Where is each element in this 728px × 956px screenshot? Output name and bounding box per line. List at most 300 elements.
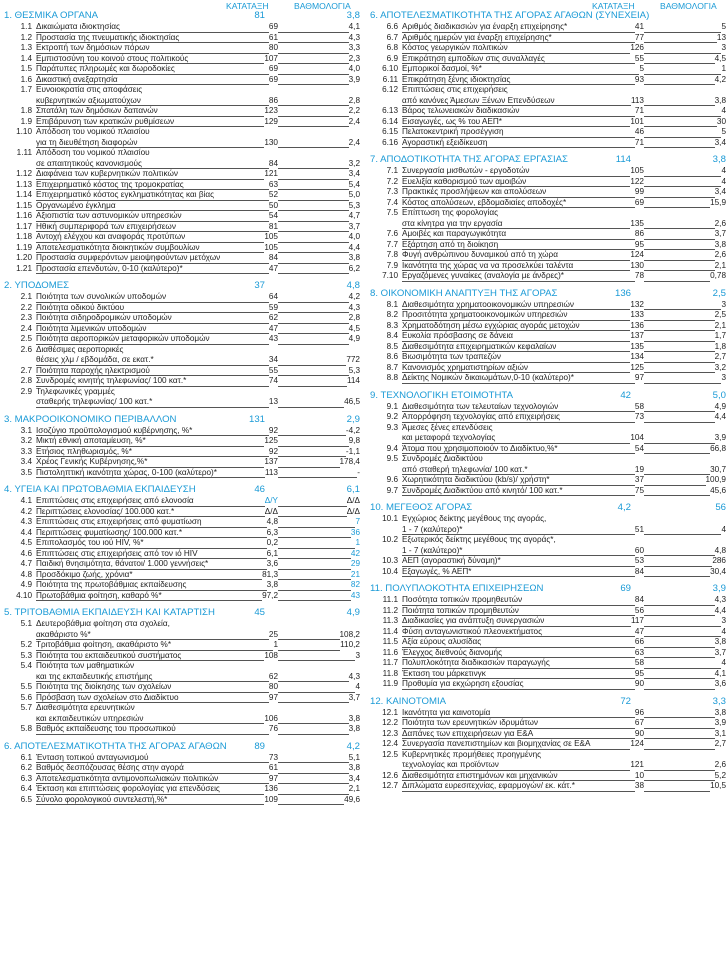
indicator-score: 36 <box>350 527 360 537</box>
indicator-row <box>370 117 726 128</box>
indicator-number: 12.7 <box>382 781 398 790</box>
indicator-number: 6.6 <box>386 22 398 31</box>
indicator-row <box>4 253 360 264</box>
indicator-score: 4 <box>355 682 360 691</box>
indicator-rank: 71 <box>634 106 644 115</box>
score-header: ΒΑΘΜΟΛΟΓΙΑ <box>294 1 351 11</box>
indicator-number: 2.8 <box>20 376 32 385</box>
section-title: 9. ΤΕΧΝΟΛΟΓΙΚΗ ΕΤΟΙΜΟΤΗΤΑ <box>370 389 513 401</box>
indicator-row <box>4 784 360 795</box>
indicator-label: Ποσότητα τοπικών προμηθευτών <box>402 595 523 604</box>
indicator-row <box>370 138 726 149</box>
section-title: 1. ΘΕΣΜΙΚΑ ΟΡΓΑΝΑ <box>4 10 99 21</box>
indicator-number: 2.2 <box>20 302 32 312</box>
indicator-number: 7.5 <box>386 208 398 217</box>
indicator-score: 9,8 <box>348 436 360 445</box>
indicator-rank: 95 <box>634 239 644 249</box>
indicator-label: στα κίνητρα για την εργασία <box>402 218 503 228</box>
indicator-row <box>4 85 360 96</box>
indicator-score: 43 <box>350 590 360 600</box>
indicator-score: 3,4 <box>348 169 360 178</box>
indicator-label: Άμεσες ξένες επενδύσεις <box>402 422 493 432</box>
indicator-number: 2.3 <box>20 313 32 322</box>
indicator-row <box>370 331 726 342</box>
indicator-label: Ικανότητα για καινοτομία <box>402 707 491 717</box>
indicator-label: Σπατάλη των δημόσιων δαπανών <box>36 106 158 115</box>
indicator-number: 2.5 <box>20 334 32 343</box>
indicator-row <box>370 433 726 444</box>
indicator-rank: 107 <box>264 53 278 63</box>
indicator-label: Δικαστική ανεξαρτησία <box>36 74 118 84</box>
indicator-row <box>370 96 726 107</box>
indicator-label: Ποιότητα της πρωτοβάθμιας εκπαίδευσης <box>36 580 187 589</box>
indicator-row <box>370 198 726 209</box>
indicator-score: 2,2 <box>348 106 360 115</box>
indicator-row <box>370 669 726 680</box>
indicator-label: Επιχειρηματικό κόστος εγκληματικότητας και βίας <box>36 190 215 199</box>
section-title: 7. ΑΠΟΔΟΤΙΚΟΤΗΤΑ ΤΗΣ ΑΓΟΡΑΣ ΕΡΓΑΣΙΑΣ <box>370 154 568 165</box>
indicator-label: Συνδρομές Διαδικτύου <box>402 454 483 463</box>
indicator-label: Εγχώριος δείκτης μεγέθους της αγοράς, <box>402 514 547 523</box>
indicator-row <box>4 169 360 180</box>
indicator-row <box>4 138 360 149</box>
indicator-score: 286 <box>712 556 726 565</box>
indicator-label: Αριθμός ημερών για έναρξη επιχείρησης* <box>402 32 552 42</box>
indicator-rank: 63 <box>634 647 644 657</box>
indicator-label: Ποιότητα της διοίκησης των σχολείων <box>36 682 172 691</box>
indicator-row <box>4 703 360 714</box>
section-score: 4,2 <box>346 740 360 752</box>
indicator-row <box>370 718 726 729</box>
indicator-number: 3.4 <box>20 457 32 466</box>
indicator-score: 2,6 <box>714 760 726 769</box>
indicator-number: 12.5 <box>382 749 398 759</box>
indicator-number: 6.9 <box>386 53 398 63</box>
indicator-label: Άτομα που χρησιμοποιούν το Διαδίκτυο,%* <box>402 443 558 453</box>
indicator-rank: 6,1 <box>266 548 278 558</box>
indicator-number: 11.8 <box>382 668 398 678</box>
indicator-label: Βάρος τελωνειακών διαδικασιών <box>402 106 520 115</box>
indicator-row <box>370 556 726 567</box>
indicator-score: 5,3 <box>348 365 360 375</box>
indicator-score: 5,2 <box>714 770 726 780</box>
indicator-row <box>4 640 360 651</box>
indicator-number: 1.1 <box>20 22 32 31</box>
indicator-number: 5.2 <box>20 640 32 649</box>
indicator-row <box>370 525 726 536</box>
indicator-score: 4,0 <box>348 232 360 241</box>
indicator-score: 3,8 <box>714 637 726 646</box>
indicator-score: 4,5 <box>348 323 360 333</box>
indicator-number: 6.4 <box>20 784 32 793</box>
indicator-row <box>4 33 360 44</box>
indicator-row <box>370 423 726 434</box>
indicator-score: 4 <box>721 626 726 636</box>
indicator-rank: 59 <box>268 302 278 312</box>
indicator-number: 6.12 <box>382 85 398 94</box>
indicator-score: 2,1 <box>714 260 726 270</box>
section-header <box>370 390 726 402</box>
indicator-label: Αμοιβές και παραγωγικότητα <box>402 229 507 238</box>
section-rank: 72 <box>620 695 631 707</box>
indicator-row <box>4 96 360 107</box>
indicator-label: Επίπτωση της φορολογίας <box>402 208 499 217</box>
indicator-row <box>370 177 726 188</box>
indicator-rank: 50 <box>268 200 278 210</box>
indicator-rank: 129 <box>264 116 278 126</box>
indicator-rank: 84 <box>634 595 644 604</box>
indicator-label: Συνδρομές κινητής τηλεφωνίας/ 100 κατ.* <box>36 376 187 385</box>
section-score: 4,9 <box>346 607 360 618</box>
indicator-score: 10,5 <box>710 781 726 790</box>
indicator-score: 4,4 <box>348 242 360 252</box>
indicator-score: -1,1 <box>345 446 360 456</box>
indicator-row <box>370 187 726 198</box>
indicator-rank: 58 <box>634 658 644 667</box>
indicator-label: Αξιοπιστία των αστυνομικών υπηρεσιών <box>36 211 182 220</box>
indicator-number: 6.7 <box>386 32 398 42</box>
indicator-rank: 97 <box>268 773 278 783</box>
indicator-rank: 81 <box>268 221 278 231</box>
indicator-label: κυβερνητικών αξιωματούχων <box>36 95 141 105</box>
indicator-row <box>4 292 360 303</box>
section-rank: 69 <box>620 583 631 594</box>
rank-header: ΚΑΤΑΤΑΞΗ <box>226 1 269 11</box>
indicator-score: 3,9 <box>348 74 360 84</box>
indicator-rank: 133 <box>630 310 644 319</box>
indicator-number: 1.10 <box>16 127 32 136</box>
section-rank: 37 <box>254 280 265 291</box>
indicator-label: Επικράτηση εμποδίων στις συναλλαγές <box>402 53 545 63</box>
indicator-label: Ποιότητα παροχής ηλεκτρισμού <box>36 365 150 375</box>
indicator-row <box>4 345 360 356</box>
indicator-number: 6.15 <box>382 127 398 136</box>
indicator-number: 4.2 <box>20 506 32 516</box>
indicator-row <box>370 64 726 75</box>
indicator-number: 1.13 <box>16 179 32 189</box>
indicator-row <box>4 376 360 387</box>
indicator-score: 66,8 <box>710 443 726 453</box>
indicator-rank: 13 <box>268 397 278 406</box>
indicator-label: Ποιότητα τοπικών προμηθευτών <box>402 605 519 615</box>
indicator-number: 9.3 <box>386 422 398 432</box>
indicator-row <box>370 760 726 771</box>
column-header <box>370 0 726 10</box>
indicator-rank: 74 <box>268 376 278 385</box>
indicator-rank: 113 <box>264 467 278 477</box>
indicator-rank: 132 <box>630 299 644 309</box>
indicator-label: Μικτή εθνική αποταμίευση, %* <box>36 436 146 445</box>
indicator-rank: 19 <box>634 464 644 474</box>
indicator-rank: 51 <box>634 524 644 534</box>
indicator-score: 4,3 <box>348 32 360 42</box>
indicator-label: Κόστος απολύσεων, εβδομαδιαίες αποδοχές* <box>402 197 567 207</box>
indicator-row <box>4 672 360 683</box>
indicator-number: 6.2 <box>20 763 32 772</box>
indicator-score: 2,1 <box>714 320 726 330</box>
indicator-row <box>370 750 726 761</box>
indicator-number: 3.2 <box>20 436 32 445</box>
indicator-number: 7.9 <box>386 260 398 270</box>
indicator-number: 7.6 <box>386 229 398 238</box>
indicator-label: Προστασία επενδυτών, 0-10 (καλύτερο)* <box>36 263 183 273</box>
indicator-score: 2,4 <box>348 116 360 126</box>
section-header <box>4 10 360 22</box>
indicator-score: 3 <box>355 650 360 660</box>
indicator-number: 12.6 <box>382 770 398 780</box>
indicator-number: 12.2 <box>382 718 398 727</box>
indicator-label: Πρόσβαση των σχολείων στο Διαδίκτυο <box>36 692 179 702</box>
indicator-label: Ποιότητα σιδηροδρομικών υποδομών <box>36 313 172 322</box>
right-column <box>370 0 726 792</box>
indicator-row <box>4 591 360 602</box>
indicator-score: 4,9 <box>714 401 726 411</box>
indicator-label: Ηθική συμπεριφορά των επιχειρήσεων <box>36 221 176 231</box>
indicator-row <box>4 651 360 662</box>
indicator-number: 10.3 <box>382 556 398 565</box>
section-score: 3,9 <box>712 583 726 594</box>
indicator-label: Ισοζύγιο προϋπολογισμού κυβέρνησης, %* <box>36 425 193 435</box>
indicator-rank: 78 <box>634 271 644 280</box>
section-score: 5,0 <box>712 389 726 401</box>
indicator-row <box>4 457 360 468</box>
indicator-score: 42 <box>350 548 360 558</box>
indicator-row <box>4 148 360 159</box>
indicator-score: 3,4 <box>714 187 726 196</box>
indicator-label: Εισαγωγές, ως % του ΑΕΠ* <box>402 116 502 126</box>
indicator-score: 2,8 <box>348 95 360 105</box>
indicator-label: Πρακτικές προσλήψεων και απολύσεων <box>402 187 547 196</box>
indicator-rank: 104 <box>630 433 644 442</box>
indicator-rank: 93 <box>634 74 644 84</box>
indicator-number: 8.5 <box>386 341 398 351</box>
indicator-rank: 66 <box>634 637 644 646</box>
indicator-row <box>370 85 726 96</box>
indicator-rank: 97 <box>634 373 644 382</box>
indicator-rank: 46 <box>634 127 644 136</box>
indicator-row <box>4 180 360 191</box>
indicator-label: Απορρόφηση τεχνολογίας από επιχειρήσεις <box>402 412 560 421</box>
indicator-score: 30,4 <box>710 566 726 576</box>
indicator-row <box>4 559 360 570</box>
indicator-rank: 61 <box>268 763 278 772</box>
indicator-label: Ευελιξία καθορισμού των αμοιβών <box>402 176 527 186</box>
indicator-row <box>370 595 726 606</box>
indicator-rank: 73 <box>268 752 278 762</box>
indicator-label: Έκταση και επιπτώσεις φορολογίας για επενδύσεις <box>36 784 220 793</box>
section-header <box>370 583 726 595</box>
section-title: 11. ΠΟΛΥΠΛΟΚΟΤΗΤΑ ΕΠΙΧΕΙΡΗΣΕΩΝ <box>370 583 544 594</box>
indicator-number: 1.12 <box>16 169 32 178</box>
indicator-label: Χρηματοδότηση μέσω εγχώριας αγοράς μετοχών <box>402 320 580 330</box>
indicator-label: Αποτελεσματικότητα αντιμονοπωλιακών πολιτικών <box>36 773 219 783</box>
indicator-label: Προσδόκιμο ζωής, χρόνια* <box>36 569 133 579</box>
indicator-score: - <box>357 467 360 477</box>
indicator-label: ΑΕΠ (αγοραστική δύναμη)* <box>402 556 501 565</box>
indicator-rank: 10 <box>634 770 644 780</box>
indicator-rank: 125 <box>264 436 278 445</box>
indicator-rank: 105 <box>630 166 644 175</box>
indicator-rank: 95 <box>634 668 644 678</box>
indicator-label: Κανονισμός χρηματιστηρίων αξιών <box>402 362 528 372</box>
indicator-row <box>4 795 360 806</box>
indicator-row <box>370 708 726 719</box>
indicator-number: 1.19 <box>16 242 32 252</box>
indicator-row <box>4 264 360 275</box>
indicator-row <box>370 444 726 455</box>
indicator-label: Επιπολασμός του ιού HIV, %* <box>36 538 144 547</box>
section-rank: 46 <box>254 484 265 495</box>
indicator-row <box>4 714 360 725</box>
indicator-rank: 4,8 <box>266 517 278 526</box>
section-title: 6. ΑΠΟΤΕΛΕΣΜΑΤΙΚΟΤΗΤΑ ΤΗΣ ΑΓΟΡΑΣ ΑΓΑΘΩΝ <box>4 740 227 752</box>
indicator-number: 8.8 <box>386 373 398 382</box>
indicator-rank: 80 <box>268 43 278 52</box>
indicator-rank: 136 <box>630 320 644 330</box>
indicator-number: 3.3 <box>20 446 32 456</box>
indicator-row <box>370 486 726 497</box>
indicator-label: Βιωσιμότητα των τραπεζών <box>402 352 501 361</box>
indicator-number: 11.5 <box>382 637 398 646</box>
indicator-label: Δείκτης Νομικών δικαιωμάτων,0-10 (καλύτερο)* <box>402 373 574 382</box>
indicator-label: Εξαγωγές, % ΑΕΠ* <box>402 566 472 576</box>
section-title: 6. ΑΠΟΤΕΛΕΣΜΑΤΙΚΟΤΗΤΑ ΤΗΣ ΑΓΟΡΑΣ ΑΓΑΘΩΝ (ΣΥΝΕΧΕΙΑ) <box>370 10 650 21</box>
indicator-number: 4.7 <box>20 559 32 568</box>
indicator-label: Ευκολία πρόσβασης σε δάνεια <box>402 331 513 340</box>
section-rank: 42 <box>620 389 631 401</box>
indicator-row <box>370 475 726 486</box>
indicator-label: Προθυμία για εκχώρηση εξουσίας <box>402 679 524 688</box>
indicator-number: 7.4 <box>386 197 398 207</box>
indicator-number: 9.7 <box>386 485 398 495</box>
indicator-label: και μεταφορά τεχνολογίας <box>402 433 496 442</box>
indicator-label: Ικανότητα της χώρας να να προσελκύει ταλέντα <box>402 260 574 270</box>
indicator-label: Αγοραστική εξειδίκευση <box>402 137 488 147</box>
indicator-number: 4.4 <box>20 527 32 537</box>
indicator-label: Πρωτοβάθμια φοίτηση, καθαρό %* <box>36 590 162 600</box>
indicator-number: 1.7 <box>20 85 32 94</box>
indicator-row <box>4 117 360 128</box>
indicator-number: 5.1 <box>20 619 32 628</box>
indicator-score: 29 <box>350 559 360 568</box>
indicator-label: Χωρητικότητα διαδικτύου (kb/s)/ χρήστη* <box>402 475 550 484</box>
indicator-label: Επιπτώσεις στις επιχειρήσεις από φυματίωση <box>36 517 202 526</box>
indicator-label: Εμπιστοσύνη του κοινού στους πολιτικούς <box>36 53 189 63</box>
indicator-number: 6.14 <box>382 116 398 126</box>
indicator-label: Ποιότητα οδικού δικτύου <box>36 302 125 312</box>
indicator-rank: 130 <box>630 260 644 270</box>
indicator-label: Περιπτώσεις ελονοσίας/ 100.000 κατ.* <box>36 506 175 516</box>
indicator-number: 8.1 <box>386 299 398 309</box>
indicator-row <box>4 54 360 65</box>
indicator-score: 772 <box>346 355 360 364</box>
indicator-label: θέσεις χλμ / εβδομάδα, σε εκατ.* <box>36 355 154 364</box>
indicator-row <box>370 454 726 465</box>
indicator-label: Επιπτώσεις στις επιχειρήσεις <box>402 85 508 94</box>
section-title: 2. ΥΠΟΔΟΜΕΣ <box>4 280 70 291</box>
indicator-rank: 126 <box>630 43 644 52</box>
section-score: 6,1 <box>346 484 360 495</box>
indicator-row <box>370 240 726 251</box>
indicator-row <box>4 313 360 324</box>
indicator-rank: 134 <box>630 352 644 361</box>
indicator-score: 4,3 <box>714 595 726 604</box>
indicator-rank: 69 <box>268 22 278 31</box>
indicator-number: 1.14 <box>16 190 32 199</box>
indicator-rank: 113 <box>630 95 644 105</box>
indicator-score: 4,3 <box>348 671 360 681</box>
indicator-row <box>370 127 726 138</box>
indicator-score: 0,78 <box>710 271 726 280</box>
indicator-rank: 81,3 <box>262 569 278 579</box>
indicator-number: 1.9 <box>20 116 32 126</box>
indicator-score: 3,1 <box>714 728 726 738</box>
indicator-label: Ευνοιοκρατία στις αποφάσεις <box>36 85 143 94</box>
indicator-rank: 56 <box>634 605 644 615</box>
indicator-rank: 86 <box>634 229 644 238</box>
indicator-row <box>370 616 726 627</box>
indicator-score: 4,4 <box>714 605 726 615</box>
indicator-label: Εξάρτηση από τη διοίκηση <box>402 239 499 249</box>
indicator-number: 6.3 <box>20 773 32 783</box>
indicator-row <box>370 219 726 230</box>
indicator-number: 6.16 <box>382 137 398 147</box>
indicator-score: 21 <box>350 569 360 579</box>
section-score: 2,5 <box>712 287 726 299</box>
indicator-row <box>4 64 360 75</box>
indicator-label: Αξία εύρους αλυσίδας <box>402 637 482 646</box>
indicator-number: 2.4 <box>20 323 32 333</box>
indicator-label: Προστασία συμφερόντων μειοψηφούντων μετόχων <box>36 253 221 262</box>
section-score: 3,8 <box>346 10 360 21</box>
indicator-rank: Δ/Δ <box>264 506 278 516</box>
indicator-row <box>4 75 360 86</box>
indicator-rank: 106 <box>264 713 278 723</box>
indicator-number: 1.18 <box>16 232 32 241</box>
indicator-rank: 47 <box>268 263 278 273</box>
indicator-score: 1,8 <box>714 341 726 351</box>
indicator-score: 15,9 <box>710 197 726 207</box>
indicator-number: 2.1 <box>20 292 32 301</box>
section-header <box>4 414 360 426</box>
indicator-row <box>4 366 360 377</box>
indicator-row <box>4 682 360 693</box>
indicator-row <box>370 648 726 659</box>
indicator-score: 5 <box>721 22 726 31</box>
indicator-number: 11.2 <box>382 605 398 615</box>
indicator-score: 3,7 <box>348 692 360 702</box>
indicator-score: 49,6 <box>344 794 360 804</box>
indicator-label: Διαθεσιμότητα επιστημόνων και μηχανικών <box>402 770 558 780</box>
indicator-label: για τη διευθέτηση διαφορών <box>36 137 138 147</box>
indicator-row <box>4 190 360 201</box>
indicator-label: Αριθμός διαδικασιών για έναρξη επιχείρησης* <box>402 22 568 31</box>
indicator-number: 1.17 <box>16 221 32 231</box>
indicator-score: 6,2 <box>348 263 360 273</box>
indicator-label: Παράτυπες πληρωμές και δωροδοκίες <box>36 64 175 73</box>
indicator-row <box>370 679 726 690</box>
indicator-score: 3,7 <box>714 229 726 238</box>
indicator-rank: 135 <box>630 218 644 228</box>
indicator-number: 11.3 <box>382 616 398 625</box>
indicator-score: 3,8 <box>348 724 360 733</box>
indicator-score: 3,2 <box>348 158 360 168</box>
indicator-row <box>370 535 726 546</box>
indicator-label: Τηλεφωνικές γραμμές <box>36 386 115 396</box>
indicator-rank: 47 <box>634 626 644 636</box>
indicator-label: Ποιότητα του εκπαιδευτικού συστήματος <box>36 650 182 660</box>
indicator-label: Συνεργασία μισθωτών - εργοδοτών <box>402 166 530 175</box>
